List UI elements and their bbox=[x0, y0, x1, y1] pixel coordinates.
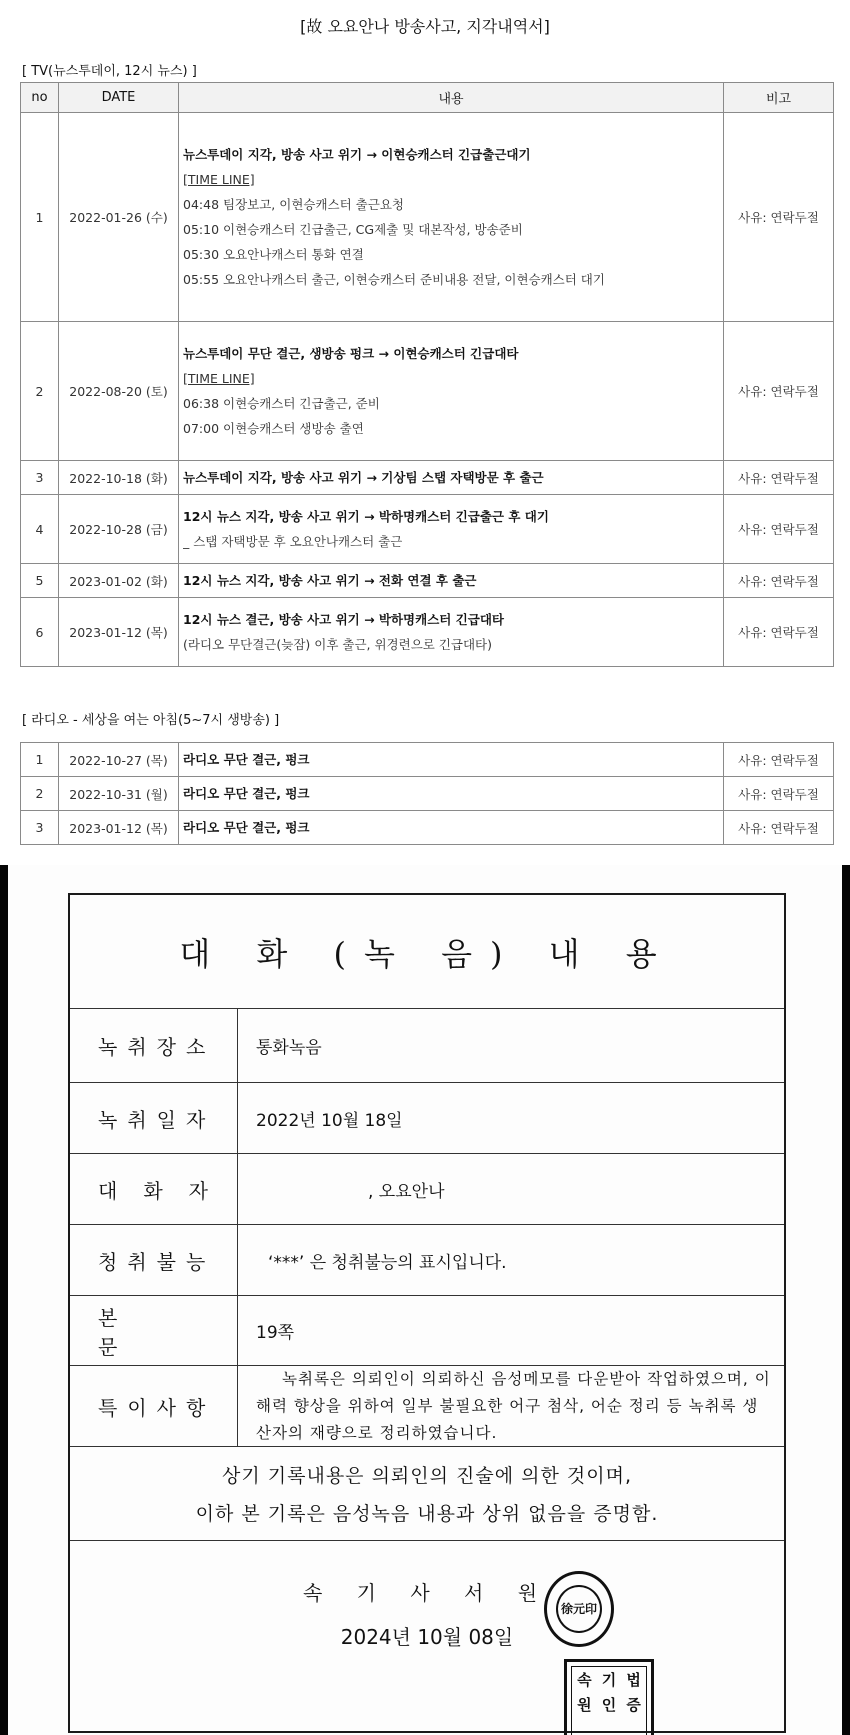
header-date: DATE bbox=[59, 83, 179, 113]
field-row-pages bbox=[70, 1296, 784, 1366]
row-content bbox=[179, 495, 724, 564]
seal-glyph: 법 bbox=[626, 1671, 641, 1690]
field-key: 청취불능 bbox=[70, 1225, 238, 1295]
row-note: 사유: 연락두절 bbox=[724, 743, 834, 777]
field-row-remarks bbox=[70, 1366, 784, 1447]
field-row-location bbox=[70, 1009, 784, 1083]
row-no: 3 bbox=[21, 461, 59, 495]
square-seal-stamp bbox=[564, 1659, 654, 1735]
row-no: 1 bbox=[21, 113, 59, 322]
tv-incident-table bbox=[20, 82, 834, 667]
field-key: 녹취장소 bbox=[70, 1009, 238, 1082]
row-content bbox=[179, 743, 724, 777]
field-row-inaudible bbox=[70, 1225, 784, 1296]
table-row bbox=[21, 811, 834, 845]
timeline-entry: 05:10 이현승캐스터 긴급출근, CG제출 및 대본작성, 방송준비 bbox=[183, 222, 523, 237]
row-summary: 12시 뉴스 지각, 방송 사고 위기 → 박하명캐스터 긴급출근 후 대기 bbox=[183, 509, 549, 524]
statement-line: 이하 본 기록은 음성녹음 내용과 상위 없음을 증명함. bbox=[195, 1503, 659, 1525]
table-row bbox=[21, 461, 834, 495]
timeline-heading: [TIME LINE] bbox=[183, 371, 255, 386]
row-note: 사유: 연락두절 bbox=[724, 811, 834, 845]
row-content bbox=[179, 598, 724, 667]
certificate-statement bbox=[70, 1447, 784, 1541]
certificate-title: 대 화 (녹 음) 내 용 bbox=[70, 895, 784, 1009]
row-no: 6 bbox=[21, 598, 59, 667]
row-no: 5 bbox=[21, 564, 59, 598]
timeline-entry: 05:30 오요안나캐스터 통화 연결 bbox=[183, 247, 364, 262]
row-summary: 뉴스투데이 지각, 방송 사고 위기 → 이현승캐스터 긴급출근대기 bbox=[183, 147, 531, 162]
field-value: 통화녹음 bbox=[256, 1038, 322, 1058]
statement-line: 상기 기록내용은 의뢰인의 진술에 의한 것이며, bbox=[222, 1465, 632, 1487]
field-value: 녹취록은 의뢰인이 의뢰하신 음성메모를 다운받아 작업하였으며, 이해력 향상을 위하여 일부 불필요한 어구 첨삭, 어순 정리 등 녹취록 생산자의 재량으로 정리하였습니다. bbox=[256, 1369, 771, 1442]
row-summary: 뉴스투데이 지각, 방송 사고 위기 → 기상팀 스탭 자택방문 후 출근 bbox=[183, 470, 544, 485]
timeline-entry: 07:00 이현승캐스터 생방송 출연 bbox=[183, 421, 364, 436]
table-row bbox=[21, 495, 834, 564]
row-no: 4 bbox=[21, 495, 59, 564]
field-key: 녹취일자 bbox=[70, 1083, 238, 1153]
row-summary: 라디오 무단 결근, 펑크 bbox=[183, 786, 310, 801]
table-row bbox=[21, 113, 834, 322]
row-content bbox=[179, 461, 724, 495]
field-value: 19쪽 bbox=[256, 1323, 295, 1343]
radio-incident-table bbox=[20, 742, 834, 845]
field-value: ‘***’ 은 청취불능의 표시입니다. bbox=[268, 1252, 507, 1273]
row-note: 사유: 연락두절 bbox=[724, 113, 834, 322]
row-no: 2 bbox=[21, 777, 59, 811]
row-date: 2023-01-12 (목) bbox=[59, 811, 179, 845]
row-no: 1 bbox=[21, 743, 59, 777]
field-value: , 오요안나 bbox=[368, 1181, 445, 1202]
row-summary: 뉴스투데이 무단 결근, 생방송 펑크 → 이현승캐스터 긴급대타 bbox=[183, 346, 519, 361]
field-row-date bbox=[70, 1083, 784, 1154]
table-row bbox=[21, 598, 834, 667]
certificate-date: 2024년 10월 08일 bbox=[340, 1625, 514, 1649]
field-key: 특이사항 bbox=[70, 1366, 238, 1446]
seal-glyph: 증 bbox=[626, 1696, 641, 1715]
row-date: 2023-01-12 (목) bbox=[59, 598, 179, 667]
document-title: [故 오요안나 방송사고, 지각내역서] bbox=[300, 17, 550, 36]
certificate-frame bbox=[68, 893, 786, 1733]
row-date: 2022-08-20 (토) bbox=[59, 322, 179, 461]
row-summary: 라디오 무단 결근, 펑크 bbox=[183, 752, 310, 767]
header-note: 비고 bbox=[724, 83, 834, 113]
seal-glyph: 인 bbox=[601, 1696, 617, 1715]
radio-section-label: [ 라디오 - 세상을 여는 아침(5~7시 생방송) ] bbox=[22, 713, 280, 728]
row-content bbox=[179, 811, 724, 845]
row-detail: _ 스탭 자택방문 후 오요안나캐스터 출근 bbox=[183, 534, 403, 549]
table-row bbox=[21, 743, 834, 777]
row-no: 3 bbox=[21, 811, 59, 845]
row-summary: 12시 뉴스 지각, 방송 사고 위기 → 전화 연결 후 출근 bbox=[183, 573, 477, 588]
seal-glyph: 속 bbox=[577, 1671, 592, 1690]
row-note: 사유: 연락두절 bbox=[724, 598, 834, 667]
square-seal-text bbox=[571, 1666, 647, 1735]
row-note: 사유: 연락두절 bbox=[724, 322, 834, 461]
header-no: no bbox=[21, 83, 59, 113]
field-key: 본 문 bbox=[70, 1296, 238, 1365]
row-date: 2022-10-28 (금) bbox=[59, 495, 179, 564]
signer-label: 속 기 사 서 원 bbox=[302, 1581, 552, 1605]
round-seal-stamp bbox=[544, 1571, 614, 1647]
timeline-entry: 06:38 이현승캐스터 긴급출근, 준비 bbox=[183, 396, 380, 411]
row-note: 사유: 연락두절 bbox=[724, 564, 834, 598]
seal-glyph: 원 bbox=[577, 1696, 592, 1715]
round-seal-text: 徐元印 bbox=[556, 1585, 602, 1633]
row-note: 사유: 연락두절 bbox=[724, 777, 834, 811]
row-date: 2022-10-27 (목) bbox=[59, 743, 179, 777]
timeline-entry: 05:55 오요안나캐스터 출근, 이현승캐스터 준비내용 전달, 이현승캐스터 대기 bbox=[183, 272, 605, 287]
seal-glyph: 기 bbox=[601, 1671, 617, 1690]
header-content: 내용 bbox=[179, 83, 724, 113]
field-key: 대화자 bbox=[70, 1154, 238, 1224]
row-note: 사유: 연락두절 bbox=[724, 495, 834, 564]
table-row bbox=[21, 564, 834, 598]
row-date: 2022-01-26 (수) bbox=[59, 113, 179, 322]
row-content bbox=[179, 113, 724, 322]
row-content bbox=[179, 564, 724, 598]
field-row-speakers bbox=[70, 1154, 784, 1225]
row-summary: 라디오 무단 결근, 펑크 bbox=[183, 820, 310, 835]
table-row bbox=[21, 777, 834, 811]
table-row bbox=[21, 322, 834, 461]
row-no: 2 bbox=[21, 322, 59, 461]
row-date: 2023-01-02 (화) bbox=[59, 564, 179, 598]
row-detail: (라디오 무단결근(늦잠) 이후 출근, 위경련으로 긴급대타) bbox=[183, 637, 492, 652]
timeline-entry: 04:48 팀장보고, 이현승캐스터 출근요청 bbox=[183, 197, 404, 212]
row-content bbox=[179, 322, 724, 461]
row-date: 2022-10-18 (화) bbox=[59, 461, 179, 495]
tv-section-label: [ TV(뉴스투데이, 12시 뉴스) ] bbox=[22, 64, 197, 79]
field-value: 2022년 10월 18일 bbox=[256, 1110, 403, 1131]
table-header-row bbox=[21, 83, 834, 113]
row-content bbox=[179, 777, 724, 811]
row-note: 사유: 연락두절 bbox=[724, 461, 834, 495]
scanned-certificate bbox=[0, 865, 850, 1735]
certificate-paper bbox=[8, 865, 842, 1735]
row-date: 2022-10-31 (월) bbox=[59, 777, 179, 811]
timeline-heading: [TIME LINE] bbox=[183, 172, 255, 187]
row-summary: 12시 뉴스 결근, 방송 사고 위기 → 박하명캐스터 긴급대타 bbox=[183, 612, 505, 627]
